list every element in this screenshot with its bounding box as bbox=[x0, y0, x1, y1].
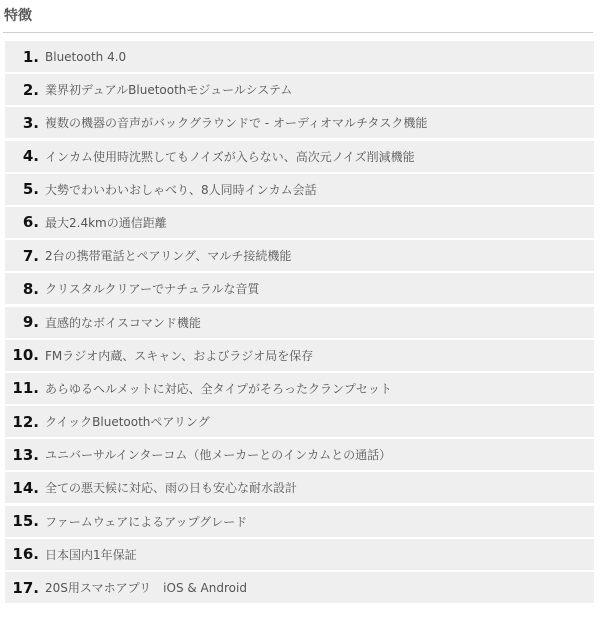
feature-number: 7. bbox=[22, 246, 39, 265]
feature-item bbox=[5, 240, 594, 271]
feature-number: 5. bbox=[22, 180, 39, 199]
feature-number: 8. bbox=[22, 279, 39, 298]
section-heading bbox=[3, 5, 593, 33]
feature-text: クイックBluetoothペアリング bbox=[45, 415, 210, 430]
feature-number: 9. bbox=[22, 313, 39, 331]
feature-number: 4. bbox=[22, 147, 39, 166]
feature-text: 2台の携帯電話とペアリング、マルチ接続機能 bbox=[45, 249, 292, 264]
feature-text: 大勢でわいわいおしゃべり、8人同時インカム会話 bbox=[45, 182, 317, 197]
feature-item bbox=[5, 107, 594, 138]
feature-number: 1. bbox=[22, 47, 39, 66]
feature-list bbox=[5, 41, 594, 605]
feature-text: 日本国内1年保証 bbox=[45, 547, 137, 562]
feature-text: クリスタルクリアーでナチュラルな音質 bbox=[45, 282, 260, 297]
feature-item bbox=[5, 406, 594, 437]
feature-text: ファームウェアによるアップグレード bbox=[45, 514, 248, 529]
feature-item bbox=[5, 174, 594, 205]
feature-text: インカム使用時沈黙してもノイズが入らない、高次元ノイズ削減機能 bbox=[45, 149, 415, 164]
feature-text: 業界初デュアルBluetoothモジュールシステム bbox=[45, 83, 293, 98]
feature-text: 直感的なボイスコマンド機能 bbox=[45, 315, 201, 330]
feature-text: ユニバーサルインターコム（他メーカーとのインカムとの通話） bbox=[45, 448, 392, 463]
feature-number: 6. bbox=[22, 213, 39, 232]
feature-item bbox=[5, 340, 594, 371]
feature-number: 10. bbox=[12, 346, 39, 365]
feature-item bbox=[5, 439, 594, 470]
feature-number: 3. bbox=[22, 113, 39, 132]
feature-number: 13. bbox=[12, 445, 39, 464]
feature-number: 12. bbox=[12, 412, 39, 431]
feature-item bbox=[5, 572, 594, 603]
feature-item bbox=[5, 506, 594, 537]
feature-text: FMラジオ内蔵、スキャン、およびラジオ局を保存 bbox=[45, 348, 314, 363]
feature-number: 17. bbox=[12, 578, 39, 597]
feature-item bbox=[5, 472, 594, 503]
feature-number: 15. bbox=[12, 512, 39, 531]
feature-item bbox=[5, 539, 594, 570]
feature-number: 11. bbox=[12, 379, 39, 398]
feature-text: 全ての悪天候に対応、雨の日も安心な耐水設計 bbox=[45, 481, 298, 496]
feature-text: 20S用スマホアプリ iOS & Android bbox=[45, 581, 247, 595]
feature-number: 14. bbox=[12, 478, 39, 497]
feature-item bbox=[5, 41, 594, 72]
feature-number: 2. bbox=[22, 80, 39, 99]
feature-text: 複数の機器の音声がバックグラウンドで - オーディオマルチタスク機能 bbox=[45, 116, 428, 131]
feature-number: 16. bbox=[12, 545, 39, 564]
section-title: 特徴 bbox=[4, 8, 32, 24]
feature-item bbox=[5, 74, 594, 105]
feature-text: あらゆるヘルメットに対応、全タイプがそろったクランプセット bbox=[45, 381, 392, 396]
feature-item bbox=[5, 373, 594, 404]
feature-item bbox=[5, 307, 594, 338]
feature-item bbox=[5, 141, 594, 172]
feature-item bbox=[5, 207, 594, 238]
feature-item bbox=[5, 273, 594, 304]
feature-text: 最大2.4kmの通信距離 bbox=[45, 215, 167, 230]
feature-text: Bluetooth 4.0 bbox=[45, 49, 127, 64]
